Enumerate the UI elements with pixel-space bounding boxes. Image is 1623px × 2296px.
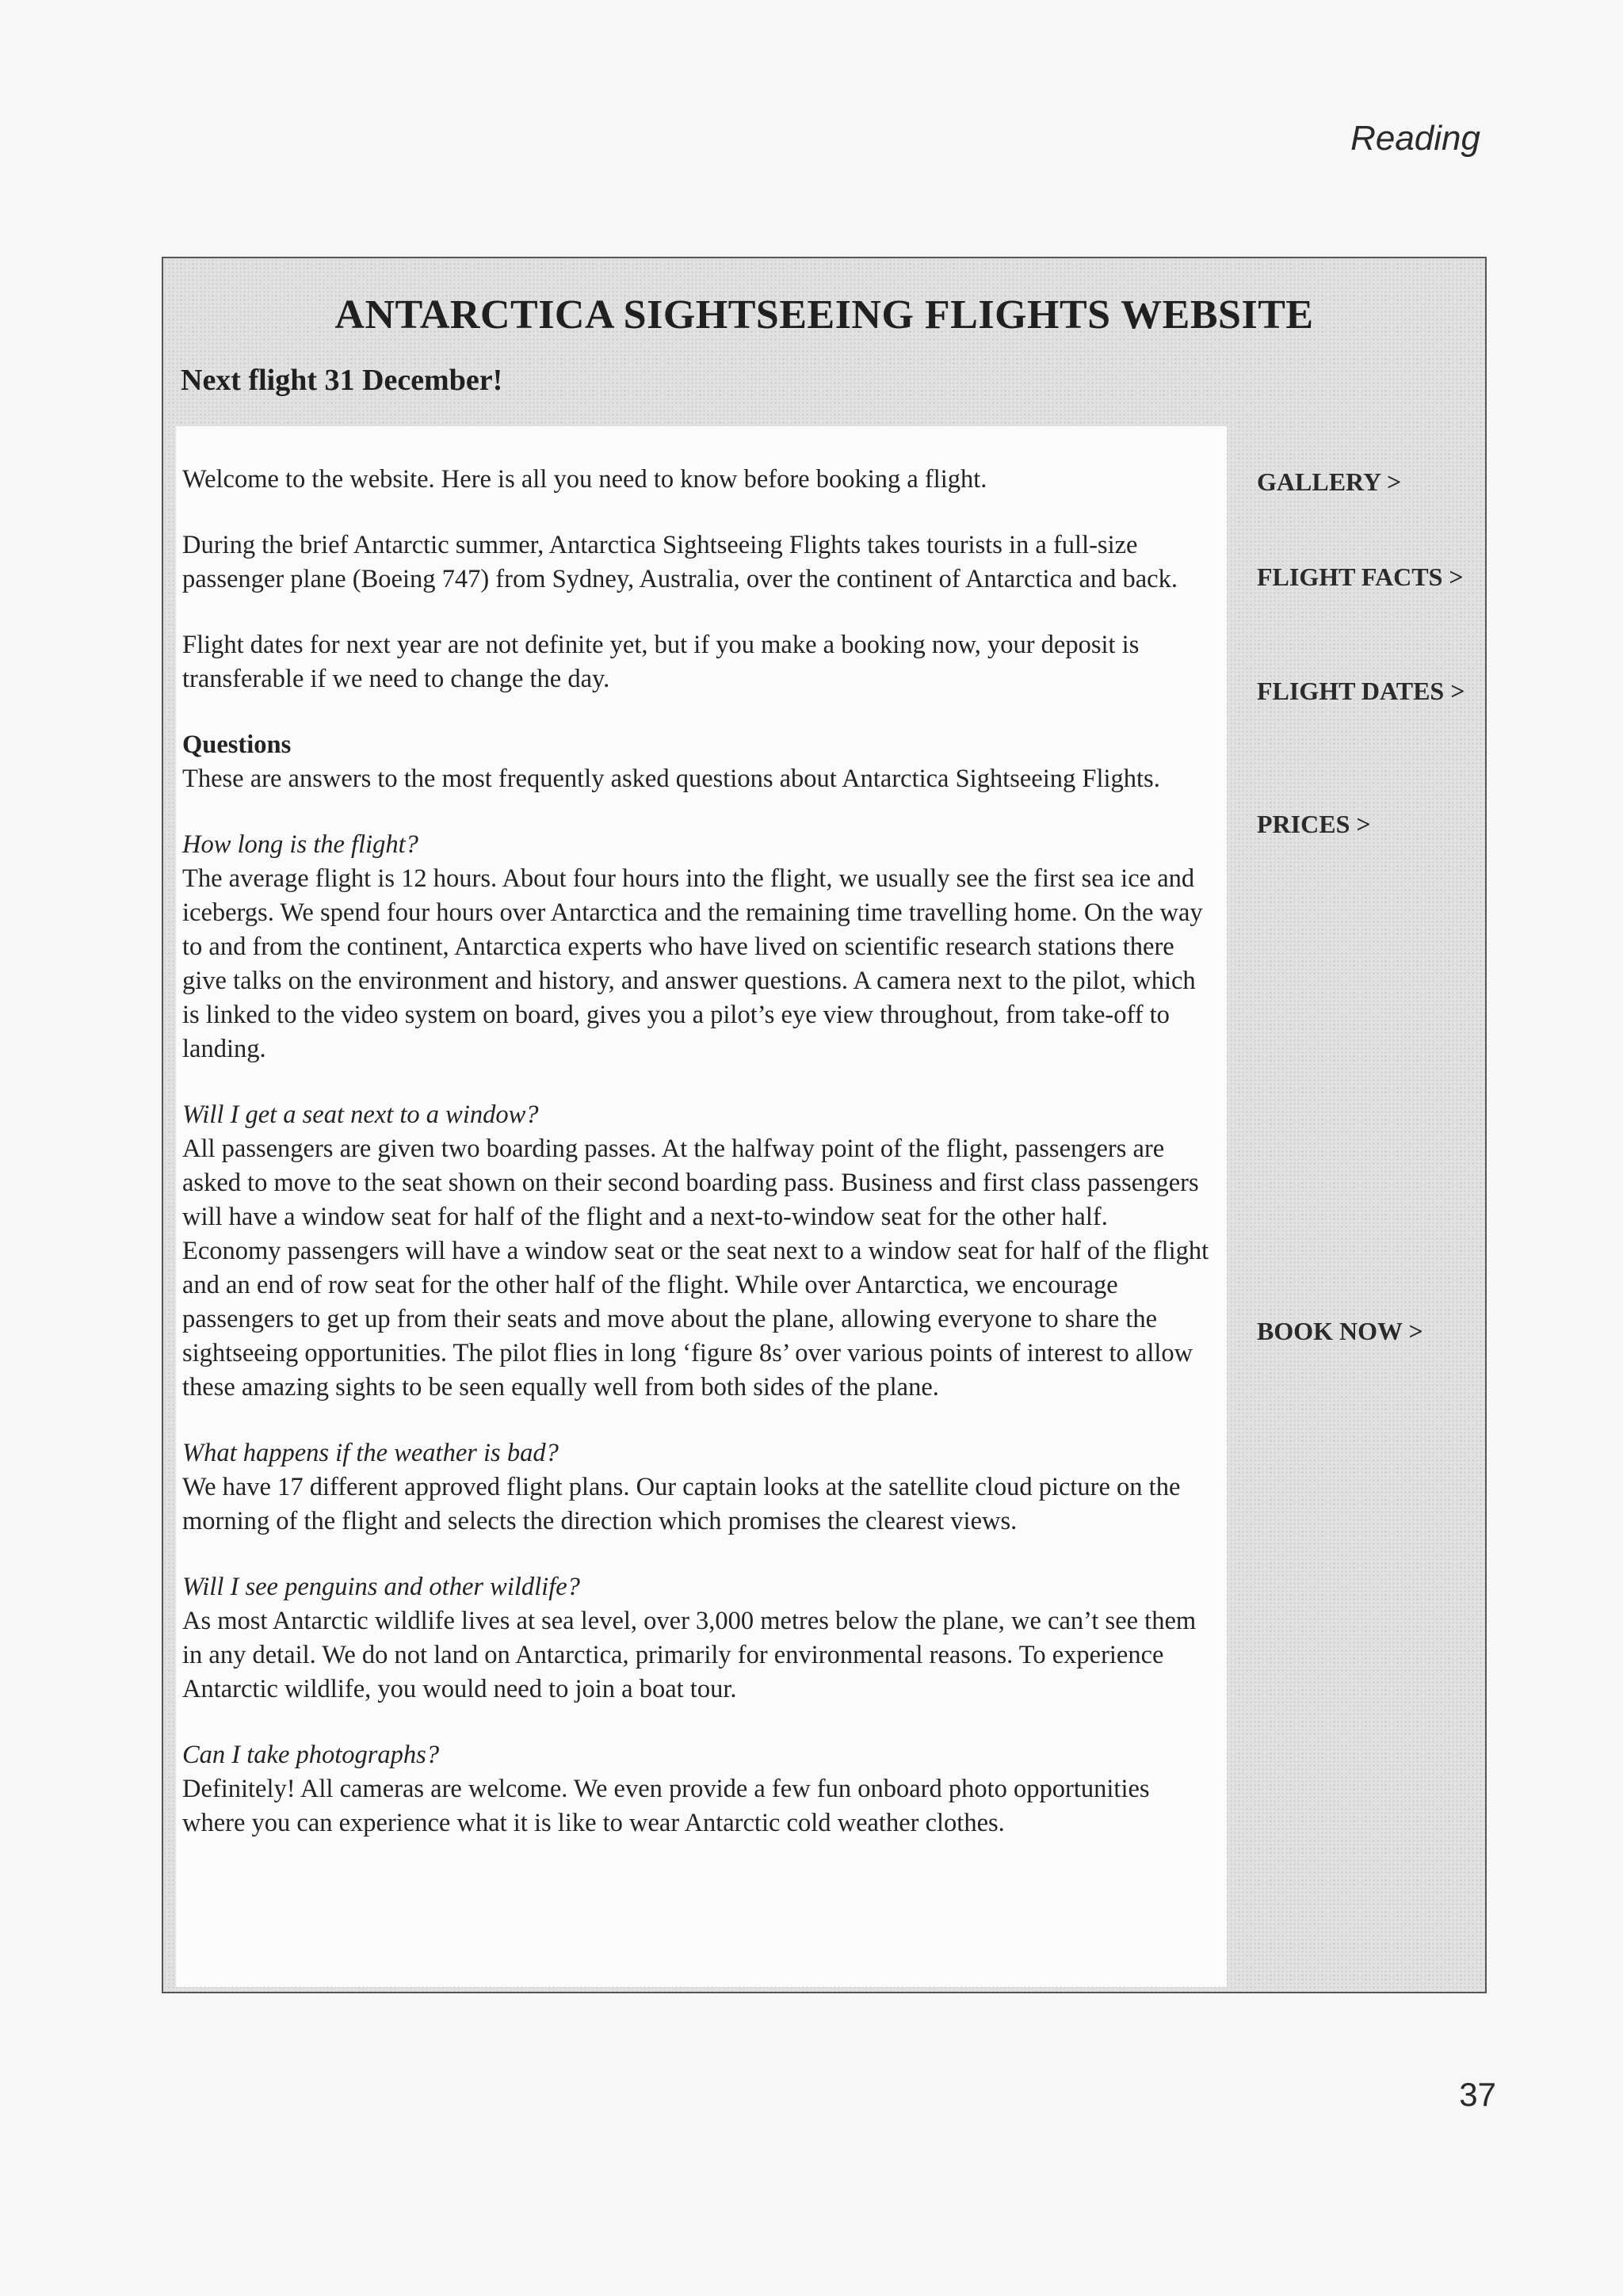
faq-item	[182, 1570, 1211, 1707]
faq-item	[182, 1738, 1211, 1840]
flight-dates-note: Flight dates for next year are not definite yet, but if you make a booking now, your deposit is transferable if we need to change the day.	[182, 631, 1140, 693]
nav-book-now-link[interactable]: BOOK NOW >	[1257, 1317, 1423, 1345]
next-flight-banner: Next flight 31 December!	[181, 364, 503, 397]
faq-answer: The average flight is 12 hours. About four hours into the flight, we usually see the first sea ice and icebergs. We spend four hours over Antarctica and the remaining time travelling home. On the way to and from the continent, Antarctica experts who have lived on scientific research stations there give talks on the environment and history, and answer questions. A camera next to the pilot, which is linked to the video system on board, gives you a pilot’s eye view throughout, from take-off to landing.	[182, 864, 1203, 1063]
website-panel	[162, 257, 1487, 1993]
nav-prices-link[interactable]: PRICES >	[1257, 810, 1371, 838]
questions-section	[182, 728, 1211, 796]
site-title: ANTARCTICA SIGHTSEEING FLIGHTS WEBSITE	[334, 292, 1314, 338]
welcome-text: Welcome to the website. Here is all you need to know before booking a flight.	[182, 465, 987, 494]
questions-heading: Questions	[182, 730, 292, 759]
main-content	[176, 426, 1227, 1987]
nav-gallery-link[interactable]: GALLERY >	[1257, 467, 1402, 496]
faq-question: Will I see penguins and other wildlife?	[182, 1573, 580, 1601]
faq-answer: As most Antarctic wildlife lives at sea level, over 3,000 metres below the plane, we can’t see them in any detail. We do not land on Antarctica, primarily for environmental reasons. To experience Antarctic wildlife, you would need to join a boat tour.	[182, 1607, 1197, 1703]
faq-answer: Definitely! All cameras are welcome. We even provide a few fun onboard photo opportunities where you can experience what it is like to wear Antarctic cold weather clothes.	[182, 1775, 1150, 1837]
site-header	[163, 258, 1485, 426]
intro-text: During the brief Antarctic summer, Antarctica Sightseeing Flights takes tourists in a full-size passenger plane (Boeing 747) from Sydney, Australia, over the continent of Antarctica and back.	[182, 531, 1178, 593]
faq-item	[182, 1098, 1211, 1405]
nav-flight-facts-link[interactable]: FLIGHT FACTS >	[1257, 563, 1464, 591]
faq-answer: All passengers are given two boarding passes. At the halfway point of the flight, passengers are asked to move to the seat shown on their second boarding pass. Business and first class passengers will have a window seat for half of the flight and a next-to-window seat for the other half. Economy passengers will have a window seat or the seat next to a window seat for half of the flight and an end of row seat for the other half of the flight. While over Antarctica, we encourage passengers to get up from their seats and move about the plane, allowing everyone to share the sightseeing opportunities. The pilot flies in long ‘figure 8s’ over various points of interest to allow these amazing sights to be seen equally well from both sides of the plane.	[182, 1135, 1209, 1402]
nav-flight-dates-link[interactable]: FLIGHT DATES >	[1257, 677, 1465, 705]
faq-item	[182, 828, 1211, 1066]
site-nav	[1233, 426, 1484, 1987]
questions-intro: These are answers to the most frequently asked questions about Antarctica Sightseeing Flights.	[182, 765, 1160, 793]
page-number: 37	[1459, 2076, 1496, 2113]
faq-question: What happens if the weather is bad?	[182, 1439, 559, 1467]
faq-question: How long is the flight?	[182, 830, 418, 859]
faq-question: Will I get a seat next to a window?	[182, 1100, 539, 1129]
faq-question: Can I take photographs?	[182, 1741, 440, 1769]
faq-item	[182, 1436, 1211, 1539]
running-head: Reading	[1350, 119, 1480, 158]
faq-answer: We have 17 different approved flight plans. Our captain looks at the satellite cloud picture on the morning of the flight and selects the direction which promises the clearest views.	[182, 1473, 1181, 1535]
